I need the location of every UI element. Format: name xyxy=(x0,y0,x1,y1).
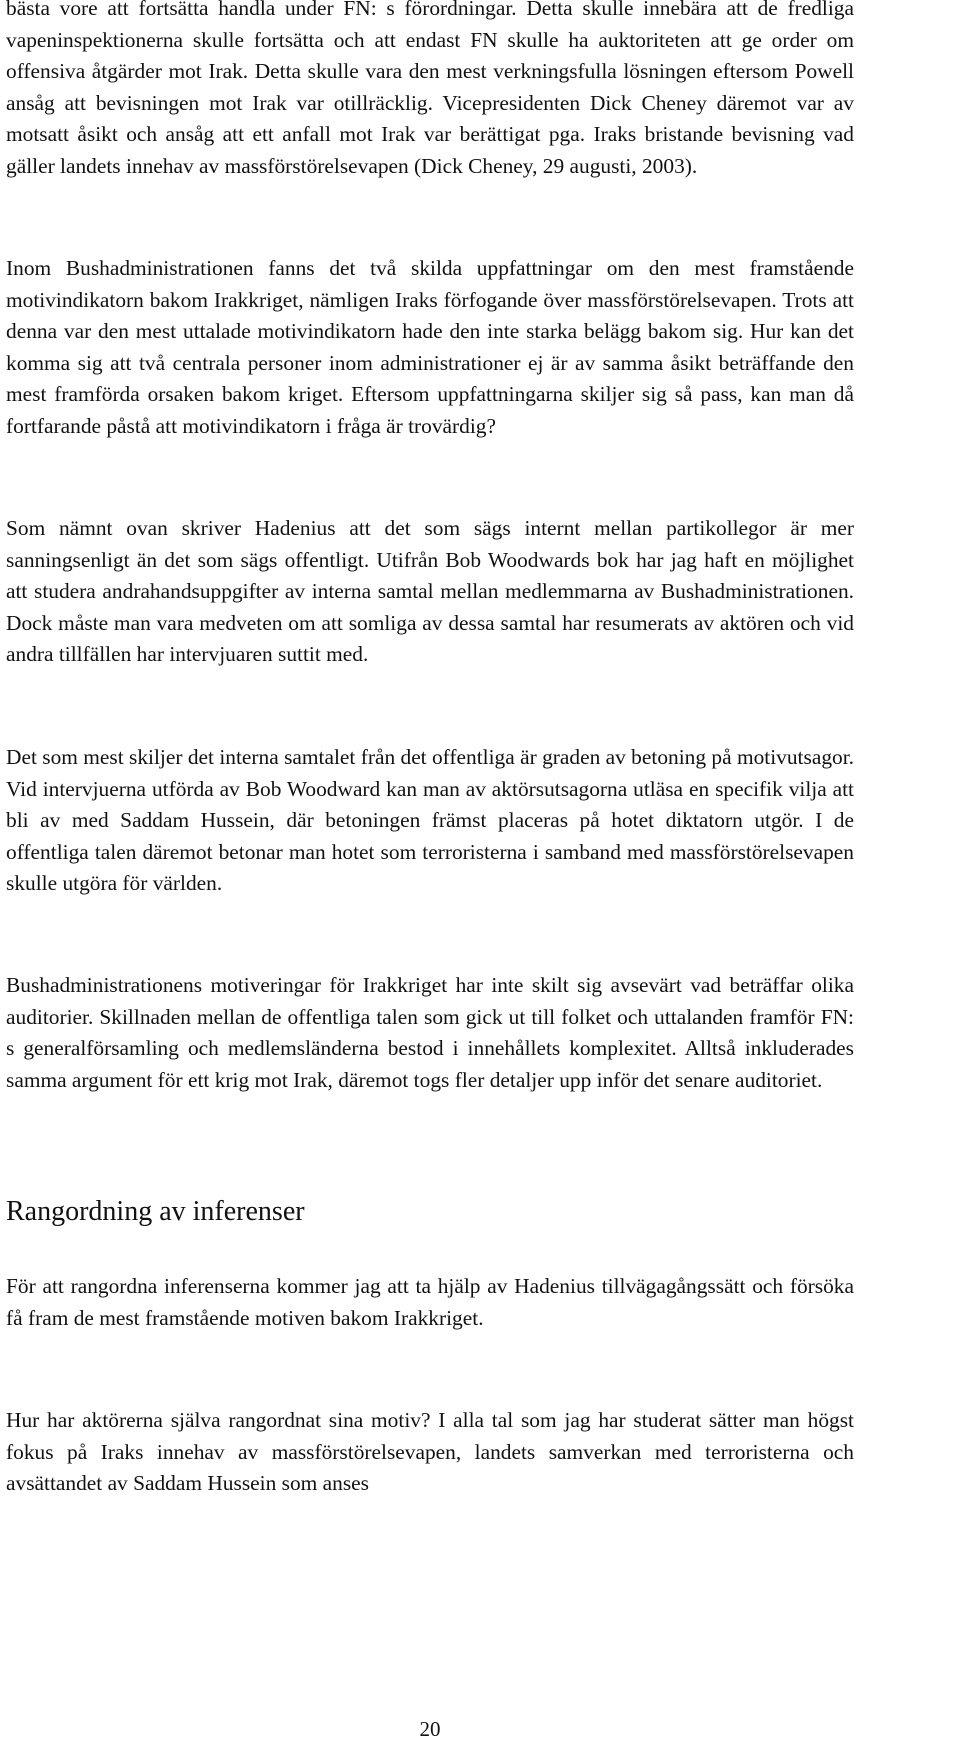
body-paragraph-2: Inom Bushadministrationen fanns det två skilda uppfattningar om den mest framstående motivindikatorn bakom Irakkriget, nämligen Iraks förfogande över massförstörelsevapen. Trots att denna var den mest uttalade motivindikatorn hade den inte starka belägg bakom sig. Hur kan det komma sig att två centrala personer inom administrationer ej är av samma åsikt beträffande den mest framförda orsaken bakom kriget. Eftersom uppfattningarna skiljer sig så pass, kan man då fortfarande påstå att motivindikatorn i fråga är trovärdig? xyxy=(6,256,854,438)
section-paragraph-1: För att rangordna inferenserna kommer jag att ta hjälp av Hadenius tillvägagångssätt och försöka få fram de mest framstående motiven bakom Irakkriget. xyxy=(6,1274,854,1330)
section-heading: Rangordning av inferenser xyxy=(6,1196,305,1227)
section-paragraph-2: Hur har aktörerna själva rangordnat sina motiv? I alla tal som jag har studerat sätter man högst fokus på Iraks innehav av massförstörelsevapen, landets samverkan med terroristerna och avsättandet av Saddam Hussein som anses xyxy=(6,1408,854,1495)
body-paragraph-4: Det som mest skiljer det interna samtalet från det offentliga är graden av betoning på motivutsagor. Vid intervjuerna utförda av Bob Woodward kan man av aktörsutsagorna utläsa en specifik vilja att bli av med Saddam Hussein, där betoningen främst placeras på hotet diktatorn utgör. I de offentliga talen däremot betonar man hotet som terroristerna i samband med massförstörelsevapen skulle utgöra för världen. xyxy=(6,745,854,895)
page-number: 20 xyxy=(419,1717,441,1741)
body-paragraph-5: Bushadministrationens motiveringar för Irakkriget har inte skilt sig avsevärt vad beträffar olika auditorier. Skillnaden mellan de offentliga talen som gick ut till folket och uttalanden framför FN: s generalförsamling och medlemsländerna bestod i innehållets komplexitet. Alltså inkluderades samma argument för ett krig mot Irak, däremot togs fler detaljer upp inför det senare auditoriet. xyxy=(6,973,854,1092)
body-paragraph-1: bästa vore att fortsätta handla under FN: s förordningar. Detta skulle innebära att de fredliga vapeninspektionerna skulle fortsätta och att endast FN skulle ha auktoriteten att ge order om offensiva åtgärder mot Irak. Detta skulle vara den mest verkningsfulla lösningen eftersom Powell ansåg att bevisningen mot Irak var otillräcklig. Vicepresidenten Dick Cheney däremot var av motsatt åsikt och ansåg att ett anfall mot Irak var berättigat pga. Iraks bristande bevisning vad gäller landets innehav av massförstörelsevapen (Dick Cheney, 29 augusti, 2003). xyxy=(6,0,854,178)
body-paragraph-3: Som nämnt ovan skriver Hadenius att det som sägs internt mellan partikollegor är mer sanningsenligt än det som sägs offentligt. Utifrån Bob Woodwards bok har jag haft en möjlighet att studera andrahandsuppgifter av interna samtal mellan medlemmarna av Bushadministrationen. Dock måste man vara medveten om att somliga av dessa samtal har resumerats av aktören och vid andra tillfällen har intervjuaren suttit med. xyxy=(6,516,854,666)
document-page xyxy=(6,0,854,1754)
